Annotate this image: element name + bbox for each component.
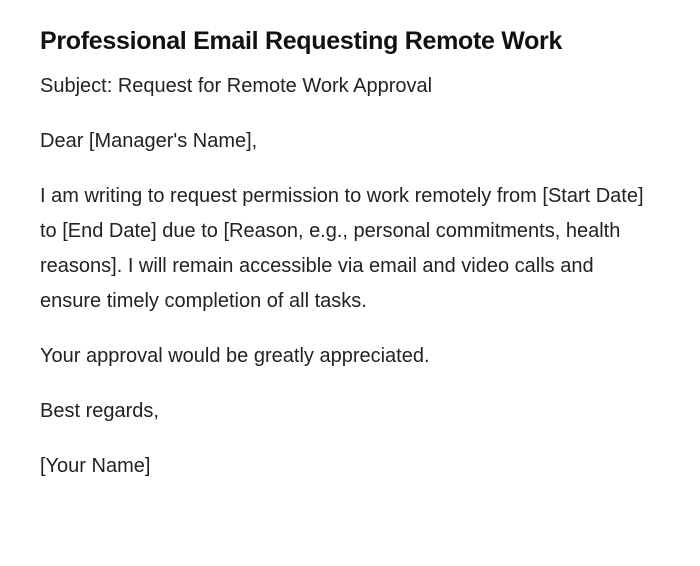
email-greeting: Dear [Manager's Name],	[40, 130, 258, 152]
email-document	[40, 24, 650, 484]
document-title: Professional Email Requesting Remote Work	[40, 27, 563, 55]
email-subject: Subject: Request for Remote Work Approval	[40, 75, 433, 97]
email-signoff: Best regards,	[40, 400, 159, 422]
email-signature: [Your Name]	[40, 455, 151, 477]
email-body: I am writing to request permission to work remotely from [Start Date] to [End Date] due to [Reason, e.g., personal commitments, health reasons]. I will remain accessible via email and video calls and ensure timely completion of all tasks.	[40, 185, 644, 312]
email-closing-note: Your approval would be greatly appreciated.	[40, 345, 430, 367]
